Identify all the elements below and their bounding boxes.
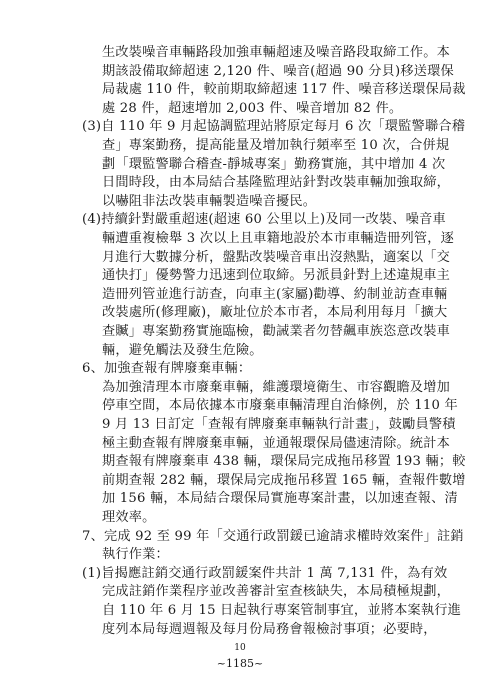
text-line: 完成註銷作業程序並改善審計室查核缺失，本局積極規劃， xyxy=(102,584,451,600)
text-line: (3)自 110 年 9 月起協調監理站將原定每月 6 次「環監警聯合稽 xyxy=(82,119,466,135)
text-line: 加 156 輛，本局結合環保局實施專案計畫，以加速查報、清 xyxy=(102,491,458,507)
text-line: 自 110 年 6 月 15 日起執行專案管制事宜，並將本案執行進 xyxy=(102,603,462,618)
text-line: 期查報有牌廢棄車 438 輛，環保局完成拖吊移置 193 輛；較 xyxy=(102,454,466,470)
text-line: 通快打」優勢警力迅速到位取締。另派員針對上述違規車主 xyxy=(102,268,451,284)
text-line: (4)持續針對嚴重超速(超速 60 公里以上)及同一改裝、噪音車 xyxy=(82,212,446,228)
section-heading: 6、加強查報有牌廢棄車輛： xyxy=(82,361,252,377)
text-line: 極主動查報有牌廢棄車輛，並通報環保局儘速清除。統計本 xyxy=(102,435,451,451)
text-line: 改裝處所(修理廠)，廠址位於本市者，本局利用每月「擴大 xyxy=(102,305,448,321)
text-line: 查」專案勤務，提高能量及增加執行頻率至 10 次，合併規 xyxy=(102,138,450,153)
text-line: 前期查報 282 輛，環保局完成拖吊移置 165 輛，查報件數增 xyxy=(102,472,466,488)
text-line: 生改裝噪音車輛路段加強車輛超速及噪音路段取締工作。本 xyxy=(102,45,451,60)
text-line: 執行作業： xyxy=(102,547,169,563)
text-line: 查贓」專案勤務實施臨檢，勸誡業者勿替飆車族恣意改裝車 xyxy=(102,324,451,339)
text-line: 期該設備取締超速 2,120 件、噪音(超過 90 分貝)移送環保 xyxy=(102,63,454,79)
text-line: 以嚇阻非法改裝車輛製造噪音擾民。 xyxy=(102,193,317,209)
text-line: 月進行大數據分析，盤點改裝噪音車出沒熱點，適案以「交 xyxy=(102,249,451,265)
text-line: 日間時段，由本局結合基隆監理站針對改裝車輛加強取締， xyxy=(102,175,451,191)
text-line: (1)旨揭應註銷交通行政罰鍰案件共計 1 萬 7,131 件，為有效 xyxy=(82,565,448,581)
text-line: 劃「環監警聯合稽查-靜城專案」勤務實施，其中增加 4 次 xyxy=(102,156,446,172)
text-line: 輛，避免觸法及發生危險。 xyxy=(102,342,263,358)
page-number: 10 xyxy=(234,643,246,654)
text-line: 輛遭重複檢舉 3 次以上且車籍地設於本市車輛造冊列管，逐 xyxy=(102,231,455,246)
text-line: 停車空間，本局依據本市廢棄車輛清理自治條例，於 110 年 xyxy=(102,398,458,414)
text-line: 造冊列管並進行訪查，向車主(家屬)勸導、約制並訪查車輛 xyxy=(102,286,448,302)
text-line: 局裁處 110 件，較前期取締超速 117 件、噪音移送環保局裁 xyxy=(102,82,466,98)
section-heading: 7、完成 92 至 99 年「交通行政罰鍰已逾請求權時效案件」註銷 xyxy=(82,528,464,544)
text-line: 9 月 13 日訂定「查報有牌廢棄車輛執行計畫」，鼓勵員警積 xyxy=(102,417,456,432)
text-line: 為加強清理本市廢棄車輛，維護環境衛生、市容觀瞻及增加 xyxy=(102,379,451,395)
text-line: 處 28 件，超速增加 2,003 件、噪音增加 82 件。 xyxy=(102,100,403,116)
text-line: 度列本局每週週報及每月份局務會報檢討事項；必要時， xyxy=(102,621,437,637)
footer-page-number: ~1185~ xyxy=(216,657,264,670)
text-line: 理效率。 xyxy=(102,510,156,525)
